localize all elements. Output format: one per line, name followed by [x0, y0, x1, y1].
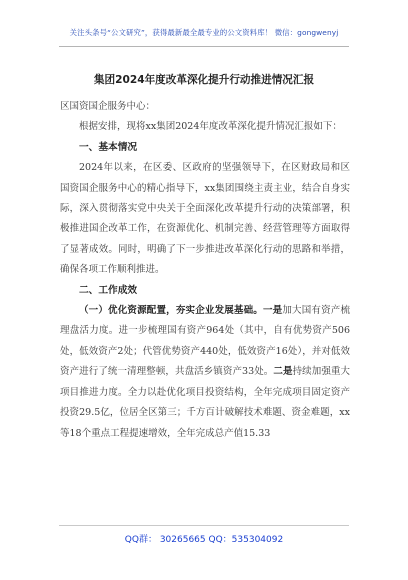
header-banner-text: 关注头条号“公文研究”，获得最新最全最专业的公文资料库！ 微信：gongwenyj	[69, 28, 339, 37]
subsection-heading-resources: （一）优化资源配置，夯实企业发展基础。	[79, 305, 263, 317]
section-results-paragraph	[60, 301, 350, 444]
intro-paragraph: 根据安排，现将xx集团2024年度改革深化提升情况汇报如下：	[79, 121, 342, 133]
footer-divider	[59, 525, 349, 526]
point-two-text: 持续加强重大项目推进力度。全力以赴优化项目投资结构，全年完成项目固定资产投资29.5亿，位居全区第三；千方百计破解技术难题、资金难题，xx等18个重点工程提速增效，全年完成总产值15.33	[60, 366, 350, 439]
section-heading-results: 二、工作成效	[79, 284, 138, 296]
section-heading-basic: 一、基本情况	[79, 141, 138, 153]
point-one-text: 加大国有资产梳理盘活力度。进一步梳理国有资产964处（其中，自有优势资产506处，低效资产2处；代管优势资产440处，低效资产16处），并对低效资产进行了统一清理整顿，共盘活乡镇资产33处。	[60, 305, 350, 378]
addressee: 区国资国企服务中心：	[60, 101, 156, 112]
document-title: 集团2024年度改革深化提升行动推进情况汇报	[93, 74, 315, 86]
section-basic-paragraph: 2024年以来，在区委、区政府的坚强领导下，在区财政局和区国资国企服务中心的精心指导下，xx集团围绕主责主业，结合自身实际，深入贯彻落实党中央关于全面深化改革提升行动的决策部署，积极推进国企改革工作，在资源优化、机制完善、经营管理等方面取得了显著成效。同时，明确了下一步推进改革深化行动的思路和举措，确保各项工作顺利推进。	[60, 162, 350, 276]
header-divider	[59, 46, 349, 47]
point-two-label: 二是	[273, 366, 293, 378]
footer-contact: QQ群： 30265665 QQ：535304092	[124, 535, 284, 545]
point-one-label: 一是	[263, 305, 283, 317]
page-header	[0, 0, 408, 62]
document-body	[60, 97, 350, 444]
